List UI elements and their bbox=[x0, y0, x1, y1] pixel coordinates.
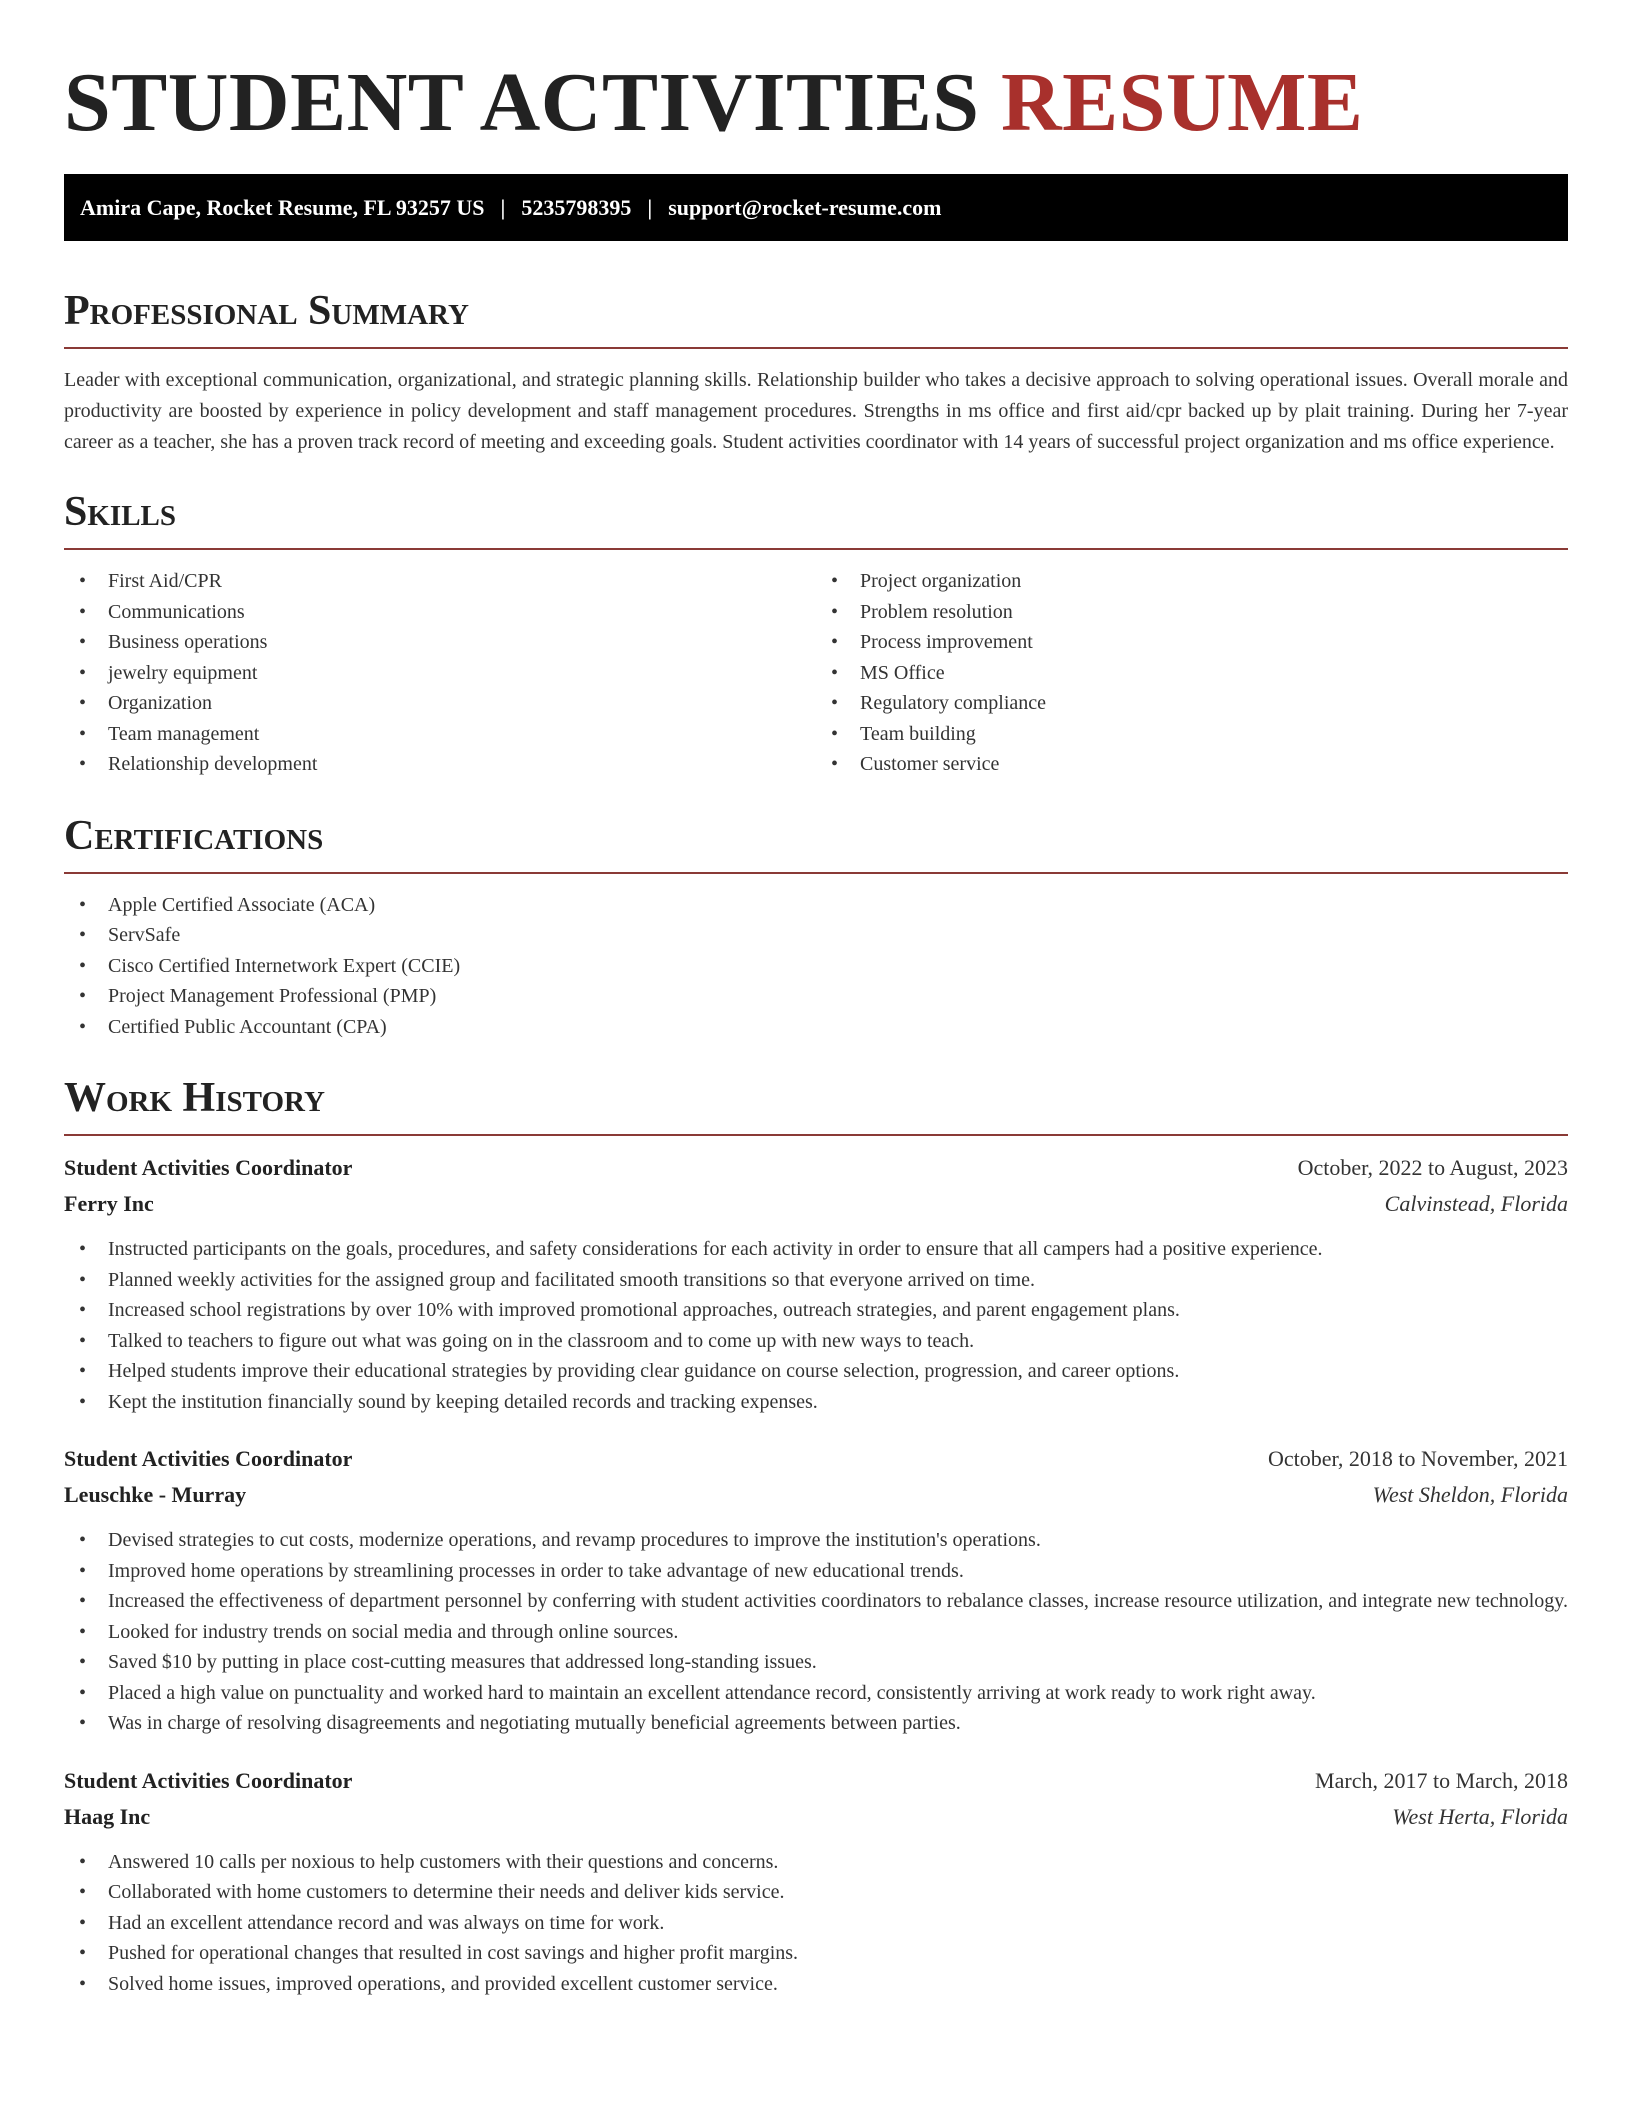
skill-item: • Team management bbox=[64, 719, 816, 750]
skills-list-left bbox=[64, 566, 816, 780]
skill-item: • Organization bbox=[64, 688, 816, 719]
contact-separator: | bbox=[500, 194, 506, 220]
section-divider bbox=[64, 548, 1568, 550]
job-title: Student Activities Coordinator bbox=[64, 1767, 353, 1793]
job-bullet: • Planned weekly activities for the assigned group and facilitated smooth transitions so that everyone arrived on time. bbox=[64, 1265, 1568, 1296]
skill-item: • jewelry equipment bbox=[64, 658, 816, 689]
skill-item: • Project organization bbox=[816, 566, 1568, 597]
contact-bar bbox=[64, 174, 1568, 241]
job-bullet: • Kept the institution financially sound by keeping detailed records and tracking expenses. bbox=[64, 1387, 1568, 1418]
job-company-row bbox=[64, 1477, 1568, 1513]
job-bullet: • Solved home issues, improved operations, and provided excellent customer service. bbox=[64, 1969, 1568, 2000]
job-header-row bbox=[64, 1150, 1568, 1186]
skill-item: • Problem resolution bbox=[816, 597, 1568, 628]
section-divider bbox=[64, 1134, 1568, 1136]
section-heading: Professional Summary bbox=[64, 288, 469, 334]
job-company: Ferry Inc bbox=[64, 1191, 154, 1216]
job-bullet: • Placed a high value on punctuality and worked hard to maintain an excellent attendance record, consistently arriving at work ready to work right away. bbox=[64, 1678, 1568, 1709]
job-bullets bbox=[64, 1525, 1568, 1739]
section-heading: Work History bbox=[64, 1075, 325, 1121]
job-bullet: • Answered 10 calls per noxious to help customers with their questions and concerns. bbox=[64, 1847, 1568, 1878]
section-divider bbox=[64, 347, 1568, 349]
contact-email: support@rocket-resume.com bbox=[668, 194, 942, 220]
skill-item: • Process improvement bbox=[816, 627, 1568, 658]
skill-item: • Customer service bbox=[816, 749, 1568, 780]
certification-item: • ServSafe bbox=[64, 920, 1568, 951]
certification-item: • Certified Public Accountant (CPA) bbox=[64, 1012, 1568, 1043]
job-entry bbox=[64, 1441, 1568, 1739]
job-dates: March, 2017 to March, 2018 bbox=[1315, 1767, 1568, 1793]
contact-separator: | bbox=[647, 194, 653, 220]
job-bullet: • Instructed participants on the goals, procedures, and safety considerations for each activity in order to ensure that all campers had a positive experience. bbox=[64, 1234, 1568, 1265]
job-bullet: • Talked to teachers to figure out what was going on in the classroom and to come up with new ways to teach. bbox=[64, 1326, 1568, 1357]
job-bullet: • Increased the effectiveness of department personnel by conferring with student activities coordinators to rebalance classes, increase resource utilization, and integrate new technology. bbox=[64, 1586, 1568, 1617]
job-entry bbox=[64, 1150, 1568, 1417]
job-bullets bbox=[64, 1847, 1568, 2000]
certifications-list bbox=[64, 890, 1568, 1043]
skill-item: • MS Office bbox=[816, 658, 1568, 689]
title-main: STUDENT ACTIVITIES bbox=[64, 56, 980, 149]
contact-address: Amira Cape, Rocket Resume, FL 93257 US bbox=[80, 194, 485, 220]
job-company-row bbox=[64, 1186, 1568, 1222]
job-bullet: • Was in charge of resolving disagreements and negotiating mutually beneficial agreements between parties. bbox=[64, 1708, 1568, 1739]
work-history-section bbox=[64, 1072, 1568, 1999]
job-bullet: • Had an excellent attendance record and was always on time for work. bbox=[64, 1908, 1568, 1939]
skills-section bbox=[64, 486, 1568, 780]
professional-summary-section bbox=[64, 285, 1568, 458]
job-bullet: • Pushed for operational changes that resulted in cost savings and higher profit margins. bbox=[64, 1938, 1568, 1969]
skill-item: • Team building bbox=[816, 719, 1568, 750]
job-location: West Herta, Florida bbox=[1392, 1803, 1568, 1829]
job-company: Haag Inc bbox=[64, 1803, 151, 1829]
job-title: Student Activities Coordinator bbox=[64, 1446, 353, 1471]
section-divider bbox=[64, 872, 1568, 874]
job-bullet: • Helped students improve their educational strategies by providing clear guidance on course selection, progression, and career options. bbox=[64, 1356, 1568, 1387]
job-location: West Sheldon, Florida bbox=[1372, 1482, 1568, 1507]
contact-phone: 5235798395 bbox=[521, 194, 632, 220]
skills-list-right bbox=[816, 566, 1568, 780]
certification-item: • Cisco Certified Internetwork Expert (CCIE) bbox=[64, 951, 1568, 982]
job-title: Student Activities Coordinator bbox=[64, 1155, 353, 1180]
job-company: Leuschke - Murray bbox=[64, 1482, 247, 1507]
job-entry bbox=[64, 1763, 1568, 2000]
skill-item: • First Aid/CPR bbox=[64, 566, 816, 597]
section-heading: Certifications bbox=[64, 812, 324, 859]
job-bullet: • Collaborated with home customers to determine their needs and deliver kids service. bbox=[64, 1877, 1568, 1908]
skill-item: • Communications bbox=[64, 597, 816, 628]
section-heading: Skills bbox=[64, 489, 177, 535]
job-dates: October, 2018 to November, 2021 bbox=[1267, 1446, 1568, 1471]
certification-item: • Apple Certified Associate (ACA) bbox=[64, 890, 1568, 921]
job-header-row bbox=[64, 1441, 1568, 1477]
resume-title bbox=[64, 0, 1568, 149]
job-bullet: • Improved home operations by streamlining processes in order to take advantage of new educational trends. bbox=[64, 1556, 1568, 1587]
summary-text: Leader with exceptional communication, organizational, and strategic planning skills. Relationship builder who takes a decisive approach to solving operational issues. Overall morale and productivity are boosted by experience in policy development and staff management procedures. Strengths in ms office and first aid/cpr backed up by plait training. During her 7-year career as a teacher, she has a proven track record of meeting and exceeding goals. Student activities coordinator with 14 years of successful project organization and ms office experience. bbox=[64, 369, 1568, 453]
job-header-row bbox=[64, 1763, 1568, 1799]
title-accent: RESUME bbox=[1001, 56, 1364, 149]
job-dates: October, 2022 to August, 2023 bbox=[1297, 1155, 1568, 1180]
skill-item: • Regulatory compliance bbox=[816, 688, 1568, 719]
job-bullet: • Increased school registrations by over 10% with improved promotional approaches, outreach strategies, and parent engagement plans. bbox=[64, 1295, 1568, 1326]
job-bullet: • Looked for industry trends on social media and through online sources. bbox=[64, 1617, 1568, 1648]
skill-item: • Business operations bbox=[64, 627, 816, 658]
job-location: Calvinstead, Florida bbox=[1384, 1191, 1568, 1216]
job-company-row bbox=[64, 1799, 1568, 1835]
job-bullet: • Saved $10 by putting in place cost-cutting measures that addressed long-standing issues. bbox=[64, 1647, 1568, 1678]
certification-item: • Project Management Professional (PMP) bbox=[64, 981, 1568, 1012]
skill-item: • Relationship development bbox=[64, 749, 816, 780]
job-bullets bbox=[64, 1234, 1568, 1417]
job-bullet: • Devised strategies to cut costs, modernize operations, and revamp procedures to improve the institution's operations. bbox=[64, 1525, 1568, 1556]
certifications-section bbox=[64, 810, 1568, 1043]
skills-grid bbox=[64, 566, 1568, 780]
